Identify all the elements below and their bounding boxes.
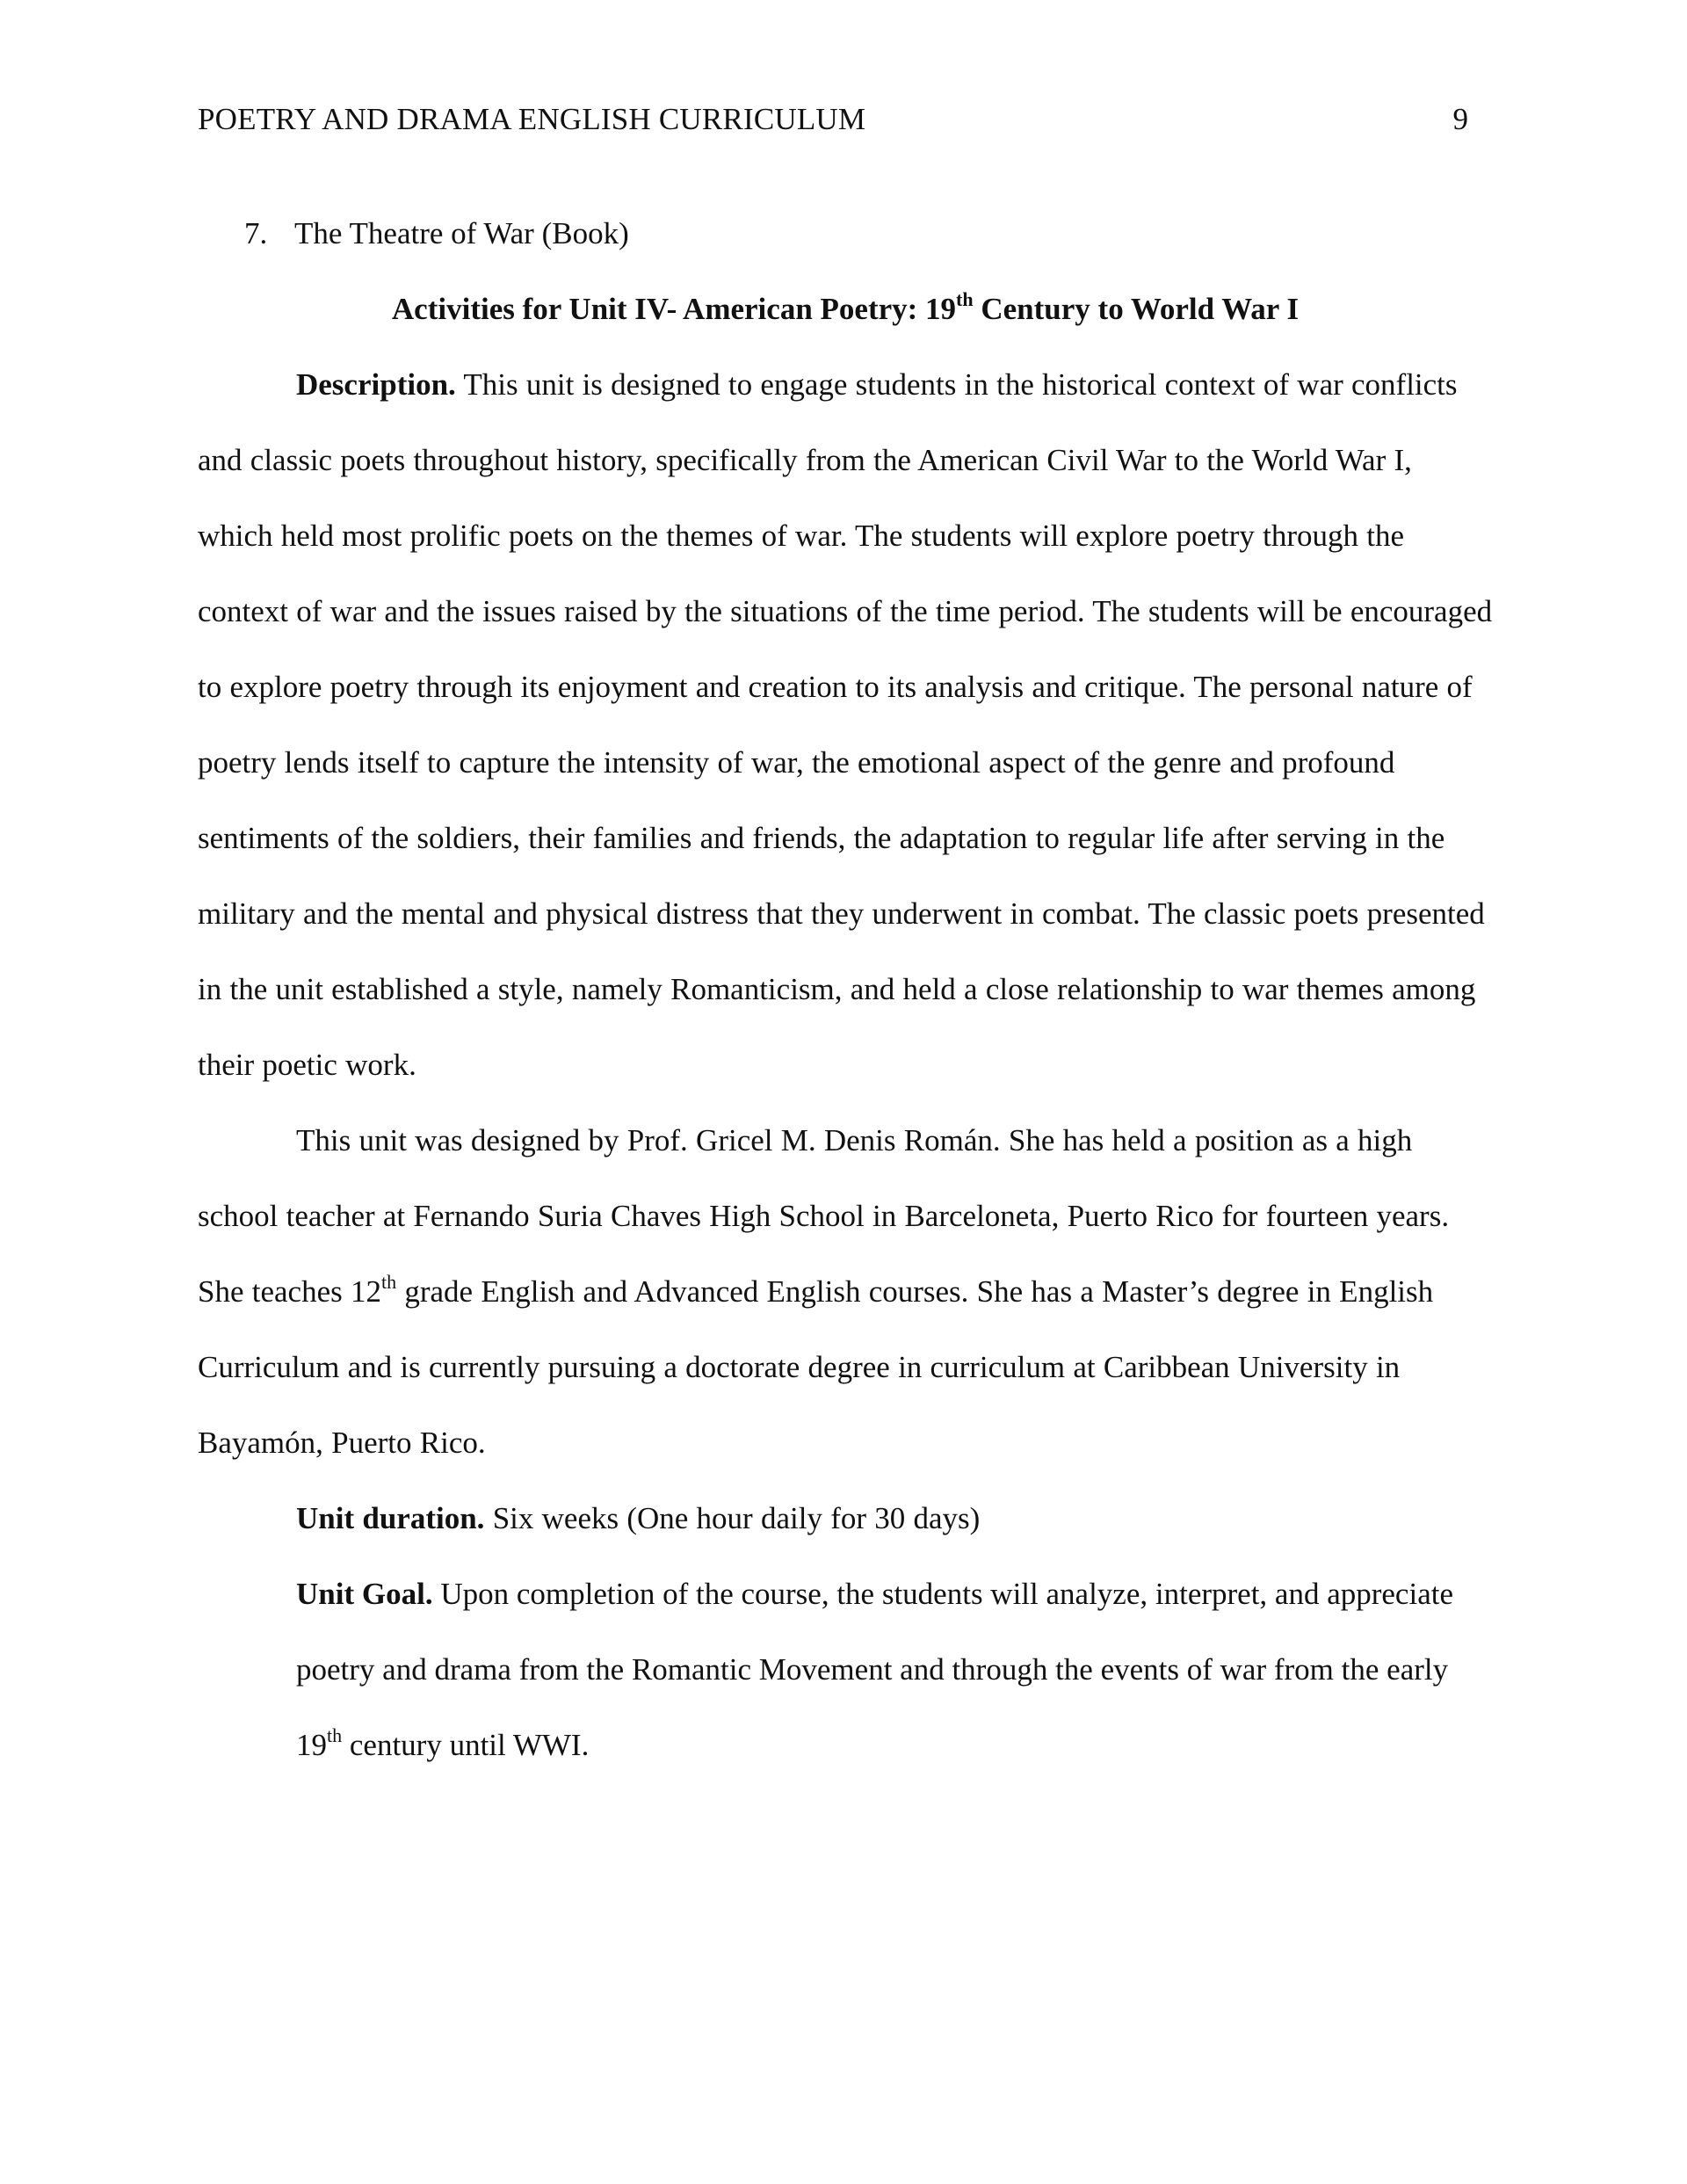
section-heading bbox=[198, 272, 1493, 347]
goal-paragraph bbox=[198, 1556, 1493, 1783]
running-head: POETRY AND DRAMA ENGLISH CURRICULUM bbox=[198, 102, 866, 136]
section-heading-text: Activities for Unit IV- American Poetry: 19 bbox=[391, 292, 957, 326]
duration-text: Six weeks (One hour daily for 30 days) bbox=[484, 1501, 981, 1535]
list-item bbox=[198, 196, 1493, 272]
designer-paragraph bbox=[198, 1103, 1493, 1481]
goal-superscript: th bbox=[327, 1724, 343, 1747]
designer-text-end: grade English and Advanced English courses. She has a Master’s degree in English Curriculum and is currently pursuing a doctorate degree in curriculum at Caribbean University in Bayamón, Puerto Rico. bbox=[198, 1274, 1434, 1460]
goal-text-end: century until WWI. bbox=[342, 1728, 590, 1762]
list-item-text: The Theatre of War (Book) bbox=[294, 216, 629, 250]
goal-label: Unit Goal. bbox=[296, 1577, 433, 1611]
designer-superscript: th bbox=[380, 1271, 397, 1294]
section-heading-text-end: Century to World War I bbox=[973, 292, 1300, 326]
description-text: This unit is designed to engage students in the historical context of war conflicts and classic poets throughout history, specifically from the American Civil War to the World War I, which held most prolific poets on the themes of war. The students will explore poetry through the context of war and the issues raised by the situations of the time period. The students will be encouraged to explore poetry through its enjoyment and creation to its analysis and critique. The personal nature of poetry lends itself to capture the intensity of war, the emotional aspect of the genre and profound sentiments of the soldiers, their families and friends, the adaptation to regular life after serving in the military and the mental and physical distress that they underwent in combat. The classic poets presented in the unit established a style, namely Romanticism, and held a close relationship to war themes among their poetic work. bbox=[198, 367, 1493, 1082]
description-label: Description. bbox=[296, 367, 456, 402]
duration-label: Unit duration. bbox=[296, 1501, 485, 1535]
description-paragraph bbox=[198, 347, 1493, 1103]
section-heading-superscript: th bbox=[956, 288, 974, 311]
duration-paragraph bbox=[198, 1481, 1493, 1556]
page-number: 9 bbox=[1452, 102, 1468, 136]
designer-text: This unit was designed by Prof. Gricel M. Denis Román. She has held a position as a high school teacher at Fernando Suria Chaves High School in Barceloneta, Puerto Rico for fourteen years. She teaches 12 bbox=[198, 1123, 1450, 1309]
document-body bbox=[198, 196, 1493, 1783]
goal-text: Upon completion of the course, the students will analyze, interpret, and appreciate poetry and drama from the Romantic Movement and through the events of war from the early 19 bbox=[296, 1577, 1453, 1762]
list-item-number: 7. bbox=[244, 216, 268, 250]
